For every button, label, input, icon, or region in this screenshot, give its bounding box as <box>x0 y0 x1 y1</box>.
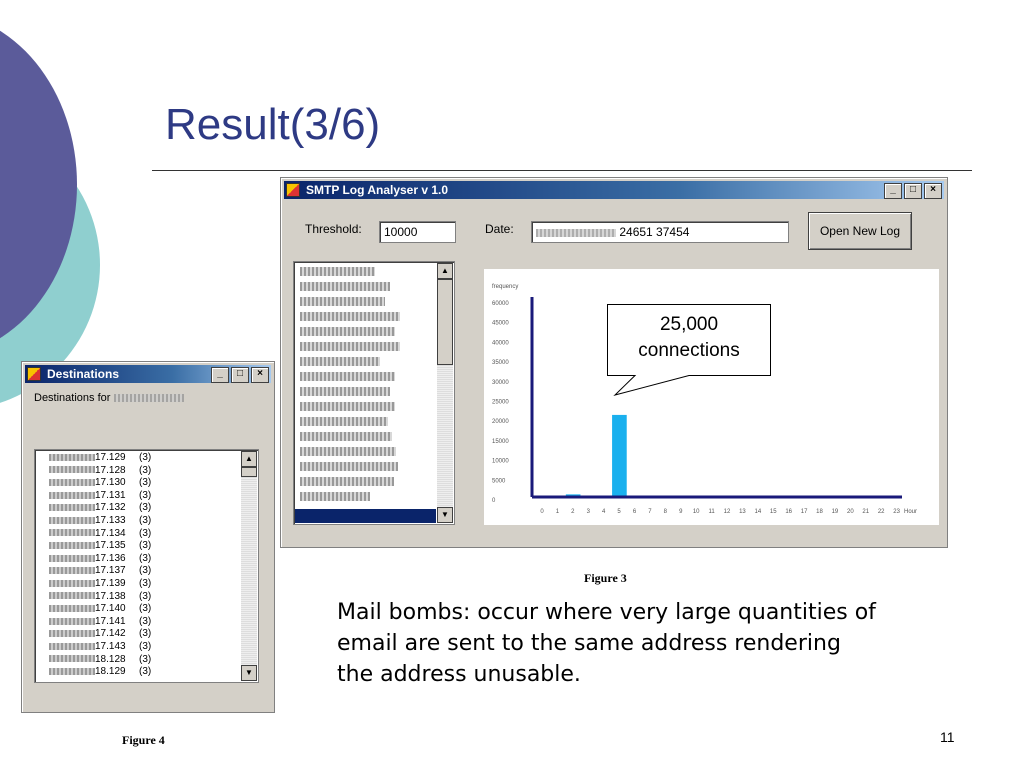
x-axis-label: Hour <box>904 509 918 515</box>
destination-count: (3) <box>139 615 152 627</box>
destination-ip: 17.140 <box>95 603 126 615</box>
destination-ip: 17.136 <box>95 552 126 564</box>
destination-ip: 17.133 <box>95 515 126 526</box>
redacted-address <box>49 555 95 562</box>
destination-count: (3) <box>139 653 152 665</box>
x-tick-label: 16 <box>785 509 793 515</box>
source-list-scrollbar[interactable] <box>437 263 453 523</box>
list-item[interactable] <box>49 592 151 602</box>
destinations-list[interactable] <box>34 449 259 683</box>
x-tick-label: 1 <box>555 509 560 515</box>
destination-ip: 17.138 <box>95 590 126 602</box>
x-tick-label: 4 <box>601 509 606 515</box>
list-item[interactable] <box>49 579 151 589</box>
destination-ip: 17.135 <box>95 540 126 552</box>
list-item[interactable] <box>300 462 398 471</box>
destination-count: (3) <box>139 666 152 678</box>
redacted-address <box>49 492 95 499</box>
redacted-address <box>49 504 95 511</box>
destination-ip: 17.142 <box>95 628 126 640</box>
selected-list-item[interactable] <box>295 509 436 523</box>
scroll-thumb[interactable] <box>241 467 257 477</box>
x-tick-label: 23 <box>893 509 900 515</box>
callout-value: 25,000 <box>659 314 719 335</box>
x-tick-label: 7 <box>648 509 652 515</box>
redacted-address <box>49 479 95 486</box>
list-item[interactable] <box>49 629 151 639</box>
list-item[interactable] <box>300 492 370 501</box>
destination-ip: 17.132 <box>95 502 126 514</box>
y-tick-label: 40000 <box>492 340 509 347</box>
redacted-address <box>49 580 95 587</box>
callout-label: connections <box>638 340 740 361</box>
minimize-button[interactable]: _ <box>211 367 229 383</box>
destinations-for-label: Destinations for <box>34 392 111 404</box>
threshold-label: Threshold: <box>305 222 362 236</box>
list-item[interactable] <box>49 503 151 513</box>
y-tick-label: 60000 <box>492 301 509 307</box>
list-item[interactable] <box>300 327 395 336</box>
destination-ip: 17.137 <box>95 565 126 577</box>
list-item[interactable] <box>49 529 151 539</box>
list-item[interactable] <box>49 604 151 614</box>
destination-count: (3) <box>139 452 152 463</box>
destination-count: (3) <box>139 477 152 489</box>
destination-count: (3) <box>139 565 152 577</box>
destination-count: (3) <box>139 489 152 501</box>
x-tick-label: 15 <box>769 509 777 515</box>
threshold-input[interactable]: 10000 <box>379 221 456 243</box>
x-tick-label: 3 <box>586 509 590 515</box>
list-item[interactable] <box>300 387 390 396</box>
x-tick-label: 0 <box>540 509 544 515</box>
x-tick-label: 13 <box>739 509 746 515</box>
x-tick-label: 19 <box>831 509 839 515</box>
redacted-address <box>49 605 95 612</box>
y-axis-label: frequency <box>492 284 519 290</box>
x-tick-label: 5 <box>617 509 621 515</box>
redacted-address <box>49 466 95 473</box>
destination-ip: 17.143 <box>95 641 126 652</box>
body-text: Mail bombs: occur where very large quantities of email are sent to the same address rendering the address unusable. <box>337 600 876 687</box>
destination-ip: 17.139 <box>95 578 126 589</box>
x-tick-label: 8 <box>663 509 668 515</box>
x-tick-label: 21 <box>862 509 870 515</box>
redacted-address <box>49 668 95 675</box>
date-label: Date: <box>485 222 514 236</box>
list-item[interactable] <box>49 491 151 501</box>
y-tick-label: 20000 <box>492 419 509 426</box>
y-tick-label: 35000 <box>492 360 509 367</box>
destinations-scrollbar[interactable] <box>241 451 257 681</box>
destination-ip: 17.131 <box>95 489 126 501</box>
list-item[interactable] <box>49 478 151 488</box>
list-item[interactable] <box>300 267 375 276</box>
list-item[interactable] <box>49 655 151 665</box>
list-item[interactable] <box>300 357 380 366</box>
list-item[interactable] <box>49 566 151 576</box>
redacted-address <box>49 618 95 625</box>
close-button[interactable]: × <box>251 367 269 383</box>
minimize-button[interactable]: _ <box>884 183 902 199</box>
list-item[interactable] <box>49 453 151 463</box>
y-tick-label: 25000 <box>492 399 509 406</box>
figure-3-caption: Figure 3 <box>584 571 627 585</box>
maximize-button[interactable]: □ <box>904 183 922 199</box>
redacted-address <box>49 454 95 461</box>
destination-ip: 18.129 <box>95 666 126 678</box>
list-item[interactable] <box>300 477 394 486</box>
scroll-up-icon[interactable]: ▲ <box>241 451 257 467</box>
destination-count: (3) <box>139 552 152 564</box>
list-item[interactable] <box>300 447 396 456</box>
redacted-address <box>49 517 95 524</box>
list-item[interactable] <box>49 667 151 677</box>
x-tick-label: 11 <box>708 509 715 515</box>
redacted-address <box>114 394 184 402</box>
slide-title: Result(3/6) <box>165 100 381 149</box>
y-tick-label: 5000 <box>492 478 506 485</box>
destination-count: (3) <box>139 628 152 640</box>
destination-ip: 17.134 <box>95 527 126 539</box>
destination-ip: 17.128 <box>95 464 126 476</box>
destinations-header <box>34 392 184 404</box>
maximize-button[interactable]: □ <box>231 367 249 383</box>
redacted-address <box>49 529 95 536</box>
app-icon <box>27 367 41 381</box>
x-tick-label: 20 <box>846 509 854 515</box>
connections-callout <box>607 304 771 376</box>
list-item[interactable] <box>49 516 151 526</box>
list-item[interactable] <box>300 312 400 321</box>
open-new-log-button[interactable]: Open New Log <box>808 212 912 250</box>
list-item[interactable] <box>300 417 388 426</box>
dest-window-title: Destinations <box>47 367 120 381</box>
source-address-list[interactable] <box>293 261 455 525</box>
date-field[interactable] <box>531 221 789 243</box>
list-item[interactable] <box>300 282 390 291</box>
list-item[interactable] <box>49 541 151 551</box>
list-item[interactable] <box>300 402 395 411</box>
smtp-window-title: SMTP Log Analyser v 1.0 <box>306 183 449 197</box>
destinations-window <box>21 361 275 713</box>
x-tick-label: 18 <box>816 509 823 515</box>
destination-count: (3) <box>139 464 152 476</box>
scroll-down-icon[interactable]: ▼ <box>241 665 257 681</box>
x-tick-label: 6 <box>632 509 637 515</box>
destination-count: (3) <box>139 502 152 514</box>
scroll-down-icon[interactable]: ▼ <box>437 507 453 523</box>
title-divider <box>152 170 972 171</box>
destination-ip: 17.130 <box>95 477 126 489</box>
list-item[interactable] <box>300 297 385 306</box>
destination-ip: 18.128 <box>95 653 126 665</box>
redacted-address <box>49 655 95 662</box>
destination-count: (3) <box>139 527 152 539</box>
list-item[interactable] <box>300 372 395 381</box>
destination-count: (3) <box>139 578 152 589</box>
list-item[interactable] <box>300 432 392 441</box>
destination-count: (3) <box>139 515 152 526</box>
page-number: 11 <box>940 729 955 745</box>
list-item[interactable] <box>49 617 151 627</box>
redacted-address <box>49 630 95 637</box>
destination-count: (3) <box>139 540 152 552</box>
figure-4-caption: Figure 4 <box>122 733 165 747</box>
x-tick-label: 10 <box>692 509 700 515</box>
destination-count: (3) <box>139 603 152 615</box>
list-item[interactable] <box>300 342 400 351</box>
redacted-address <box>49 643 95 650</box>
list-item[interactable] <box>49 554 151 564</box>
x-tick-label: 9 <box>679 509 683 515</box>
redacted-address <box>49 567 95 574</box>
scroll-thumb[interactable] <box>437 279 453 365</box>
x-tick-label: 14 <box>754 509 762 515</box>
destination-ip: 17.141 <box>95 615 126 627</box>
chart-bar <box>612 415 627 497</box>
x-tick-label: 12 <box>723 509 731 515</box>
redacted-address <box>49 592 95 599</box>
y-tick-label: 15000 <box>492 438 509 445</box>
list-item[interactable] <box>49 466 151 476</box>
y-tick-label: 45000 <box>492 320 509 327</box>
dest-window-titlebar[interactable] <box>25 365 271 383</box>
destination-count: (3) <box>139 641 152 652</box>
date-value: 24651 37454 <box>619 225 690 239</box>
y-tick-label: 0 <box>492 498 496 504</box>
close-button[interactable]: × <box>924 183 942 199</box>
redacted-date-text <box>536 229 616 237</box>
destination-ip: 17.129 <box>95 452 126 463</box>
destination-count: (3) <box>139 590 152 602</box>
x-tick-label: 2 <box>571 509 575 515</box>
smtp-window-titlebar[interactable] <box>284 181 944 199</box>
scroll-up-icon[interactable]: ▲ <box>437 263 453 279</box>
app-icon <box>286 183 300 197</box>
y-tick-label: 30000 <box>492 379 509 386</box>
y-tick-label: 10000 <box>492 458 509 465</box>
x-tick-label: 17 <box>800 509 808 515</box>
list-item[interactable] <box>49 642 151 652</box>
x-tick-label: 22 <box>877 509 885 515</box>
redacted-address <box>49 542 95 549</box>
